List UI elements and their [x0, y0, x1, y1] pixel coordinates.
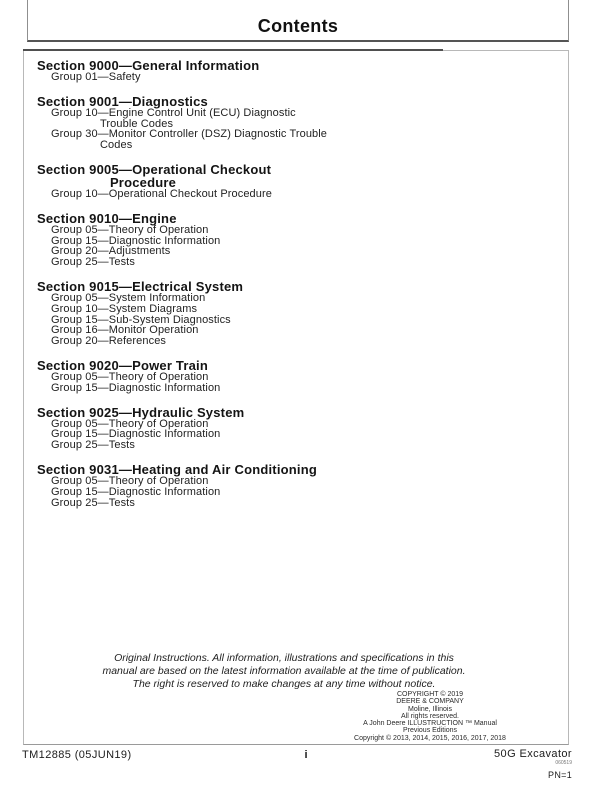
toc-group-entry: Group 20—References	[51, 335, 167, 348]
toc-group-entry: Group 10—System Diagrams	[51, 302, 198, 315]
toc-section	[24, 95, 568, 151]
copyright-line: Moline, Illinois	[408, 705, 452, 713]
toc-section	[24, 406, 568, 451]
notice-line: The right is reserved to make changes at any time without notice.	[132, 677, 436, 690]
pn-label: PN=1	[548, 770, 572, 780]
toc-group-entry: Group 15—Diagnostic Information	[51, 234, 221, 247]
toc-section-heading: Section 9001—Diagnostics	[37, 93, 208, 109]
toc-section	[24, 212, 568, 268]
toc-box	[23, 50, 569, 745]
original-instructions-notice	[24, 652, 544, 690]
toc-list	[24, 51, 568, 508]
toc-section	[24, 163, 568, 200]
toc-group-entry-continuation: Trouble Codes	[100, 117, 174, 130]
copyright-line: Copyright © 2013, 2014, 2015, 2016, 2017, 2018	[354, 734, 506, 742]
model-name: 50G Excavator	[494, 748, 572, 760]
copyright-line: A John Deere ILLUSTRUCTION ™ Manual	[363, 720, 497, 728]
toc-section-heading-continuation: Procedure	[109, 174, 177, 190]
toc-group-entry: Group 05—Theory of Operation	[51, 370, 209, 383]
toc-section-heading: Section 9031—Heating and Air Conditioning	[37, 461, 318, 477]
toc-group-entry: Group 05—Theory of Operation	[51, 417, 209, 430]
doc-number: TM12885 (05JUN19)	[22, 749, 132, 761]
toc-section-heading: Section 9025—Hydraulic System	[37, 404, 245, 420]
toc-group-entry-continuation: Codes	[100, 139, 133, 152]
toc-group-entry: Group 25—Tests	[51, 256, 135, 269]
page-title: Contents	[257, 16, 339, 36]
toc-group-entry: Group 10—Engine Control Unit (ECU) Diagnostic	[51, 106, 296, 119]
toc-section	[24, 59, 568, 83]
copyright-block	[320, 691, 540, 742]
toc-group-entry: Group 01—Safety	[51, 71, 141, 83]
toc-group-entry: Group 15—Diagnostic Information	[51, 428, 221, 441]
copyright-line: All rights reserved.	[401, 712, 459, 720]
toc-section-heading: Section 9020—Power Train	[37, 357, 208, 373]
toc-section-heading: Section 9000—General Information	[37, 58, 260, 73]
toc-section-heading: Section 9015—Electrical System	[37, 278, 244, 294]
contents-header-box	[27, 0, 569, 42]
toc-group-entry: Group 25—Tests	[51, 439, 135, 452]
toc-group-entry: Group 30—Monitor Controller (DSZ) Diagnostic Trouble	[51, 128, 328, 141]
footer-right-block	[494, 749, 572, 780]
toc-group-entry: Group 15—Diagnostic Information	[51, 485, 221, 498]
toc-group-entry: Group 15—Sub-System Diagnostics	[51, 313, 231, 326]
page-number: i	[304, 749, 308, 761]
toc-group-entry: Group 05—System Information	[51, 291, 206, 304]
copyright-line: COPYRIGHT © 2019	[396, 691, 464, 698]
toc-group-entry: Group 20—Adjustments	[51, 245, 171, 258]
notice-line: Original Instructions. All information, illustrations and specifications in this	[114, 652, 454, 664]
toc-group-entry: Group 15—Diagnostic Information	[51, 381, 221, 394]
toc-section	[24, 359, 568, 394]
toc-section	[24, 463, 568, 508]
notice-line: manual are based on the latest information available at the time of publication.	[102, 664, 466, 677]
date-code: 060519	[555, 760, 572, 766]
toc-group-entry: Group 05—Theory of Operation	[51, 223, 209, 236]
toc-section-heading: Section 9005—Operational Checkout	[37, 161, 272, 177]
toc-group-entry: Group 16—Monitor Operation	[51, 324, 199, 337]
toc-section	[24, 280, 568, 347]
toc-group-entry: Group 25—Tests	[51, 496, 135, 509]
copyright-line: DEERE & COMPANY	[396, 698, 464, 706]
toc-section-heading: Section 9010—Engine	[37, 210, 177, 226]
copyright-line: Previous Editions	[402, 727, 458, 735]
toc-group-entry: Group 10—Operational Checkout Procedure	[51, 187, 272, 200]
toc-group-entry: Group 05—Theory of Operation	[51, 474, 209, 487]
